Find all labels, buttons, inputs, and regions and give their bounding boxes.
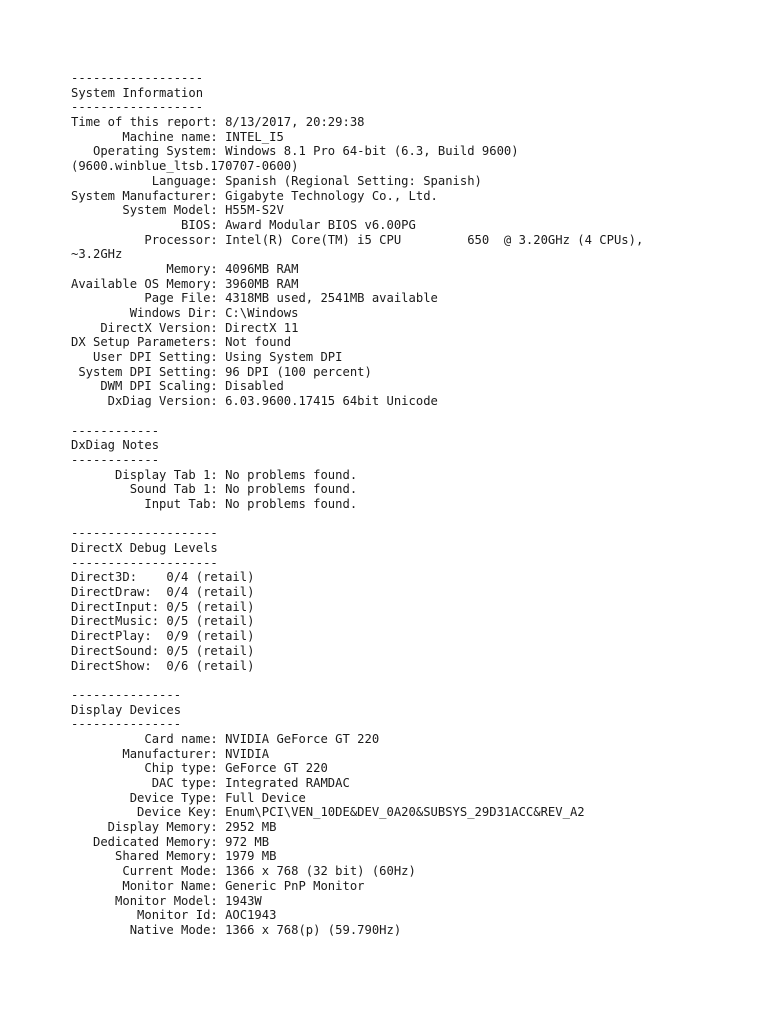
page-file-line: Page File: 4318MB used, 2541MB available	[71, 291, 438, 306]
device-type-line: Device Type: Full Device	[71, 790, 306, 805]
directshow-debug-line: DirectShow: 0/6 (retail)	[71, 658, 255, 673]
dwm-dpi-scaling-line: DWM DPI Scaling: Disabled	[71, 379, 284, 394]
dxdiag-notes-rule-top: ------------	[71, 423, 160, 438]
dx-setup-parameters-line: DX Setup Parameters: Not found	[71, 335, 292, 350]
directdraw-debug-line: DirectDraw: 0/4 (retail)	[71, 585, 255, 600]
current-mode-line: Current Mode: 1366 x 768 (32 bit) (60Hz)	[71, 864, 416, 879]
dxdiag-notes-rule-bottom: ------------	[71, 452, 160, 467]
system-dpi-setting-line: System DPI Setting: 96 DPI (100 percent)	[71, 364, 372, 379]
system-information-heading: System Information	[71, 85, 204, 100]
chip-type-line: Chip type: GeForce GT 220	[71, 761, 328, 776]
operating-system-build-line: (9600.winblue_ltsb.170707-0600)	[71, 159, 299, 174]
monitor-model-line: Monitor Model: 1943W	[71, 893, 262, 908]
monitor-id-line: Monitor Id: AOC1943	[71, 908, 277, 923]
memory-line: Memory: 4096MB RAM	[71, 261, 299, 276]
display-devices-heading: Display Devices	[71, 702, 182, 717]
shared-memory-line: Shared Memory: 1979 MB	[71, 849, 277, 864]
display-memory-line: Display Memory: 2952 MB	[71, 820, 277, 835]
dxdiag-version-line: DxDiag Version: 6.03.9600.17415 64bit Unicode	[71, 394, 438, 409]
operating-system-line: Operating System: Windows 8.1 Pro 64-bit (6.3, Build 9600)	[71, 144, 519, 159]
display-tab-note-line: Display Tab 1: No problems found.	[71, 467, 358, 482]
directinput-debug-line: DirectInput: 0/5 (retail)	[71, 599, 255, 614]
system-manufacturer-line: System Manufacturer: Gigabyte Technology Co., Ltd.	[71, 188, 438, 203]
processor-speed-line: ~3.2GHz	[71, 247, 123, 262]
debug-levels-rule-bottom: --------------------	[71, 555, 218, 570]
dac-type-line: DAC type: Integrated RAMDAC	[71, 776, 350, 790]
monitor-name-line: Monitor Name: Generic PnP Monitor	[71, 878, 365, 893]
machine-name-line: Machine name: INTEL_I5	[71, 129, 284, 144]
available-os-memory-line: Available OS Memory: 3960MB RAM	[71, 276, 299, 291]
dedicated-memory-line: Dedicated Memory: 972 MB	[71, 834, 270, 849]
blank-line	[71, 512, 761, 527]
dxdiag-notes-heading: DxDiag Notes	[71, 438, 160, 453]
debug-levels-rule-top: --------------------	[71, 526, 218, 541]
system-model-line: System Model: H55M-S2V	[71, 203, 284, 218]
processor-line: Processor: Intel(R) Core(TM) i5 CPU 650 @ 3.20GHz (4 CPUs),	[71, 232, 644, 247]
directmusic-debug-line: DirectMusic: 0/5 (retail)	[71, 614, 255, 629]
bios-line: BIOS: Award Modular BIOS v6.00PG	[71, 217, 416, 232]
input-tab-note-line: Input Tab: No problems found.	[71, 496, 358, 511]
system-information-rule-bottom: ------------------	[71, 100, 204, 115]
native-mode-line: Native Mode: 1366 x 768(p) (59.790Hz)	[71, 922, 402, 937]
directplay-debug-line: DirectPlay: 0/9 (retail)	[71, 629, 255, 644]
report-time-line: Time of this report: 8/13/2017, 20:29:38	[71, 115, 365, 130]
system-information-rule-top: ------------------	[71, 71, 204, 85]
language-line: Language: Spanish (Regional Setting: Spanish)	[71, 173, 482, 188]
manufacturer-line: Manufacturer: NVIDIA	[71, 746, 270, 761]
blank-line	[71, 673, 761, 688]
device-key-line: Device Key: Enum\PCI\VEN_10DE&DEV_0A20&SUBSYS_29D31ACC&REV_A2	[71, 805, 585, 820]
user-dpi-setting-line: User DPI Setting: Using System DPI	[71, 350, 343, 365]
card-name-line: Card name: NVIDIA GeForce GT 220	[71, 731, 380, 746]
directx-version-line: DirectX Version: DirectX 11	[71, 320, 299, 335]
directsound-debug-line: DirectSound: 0/5 (retail)	[71, 643, 255, 658]
direct3d-debug-line: Direct3D: 0/4 (retail)	[71, 570, 255, 585]
debug-levels-heading: DirectX Debug Levels	[71, 541, 218, 555]
display-devices-rule-top: ---------------	[71, 687, 182, 702]
display-devices-rule-bottom: ---------------	[71, 717, 182, 732]
sound-tab-note-line: Sound Tab 1: No problems found.	[71, 482, 358, 497]
dxdiag-report-page	[71, 71, 761, 938]
windows-dir-line: Windows Dir: C:\Windows	[71, 306, 299, 320]
blank-line	[71, 409, 761, 424]
